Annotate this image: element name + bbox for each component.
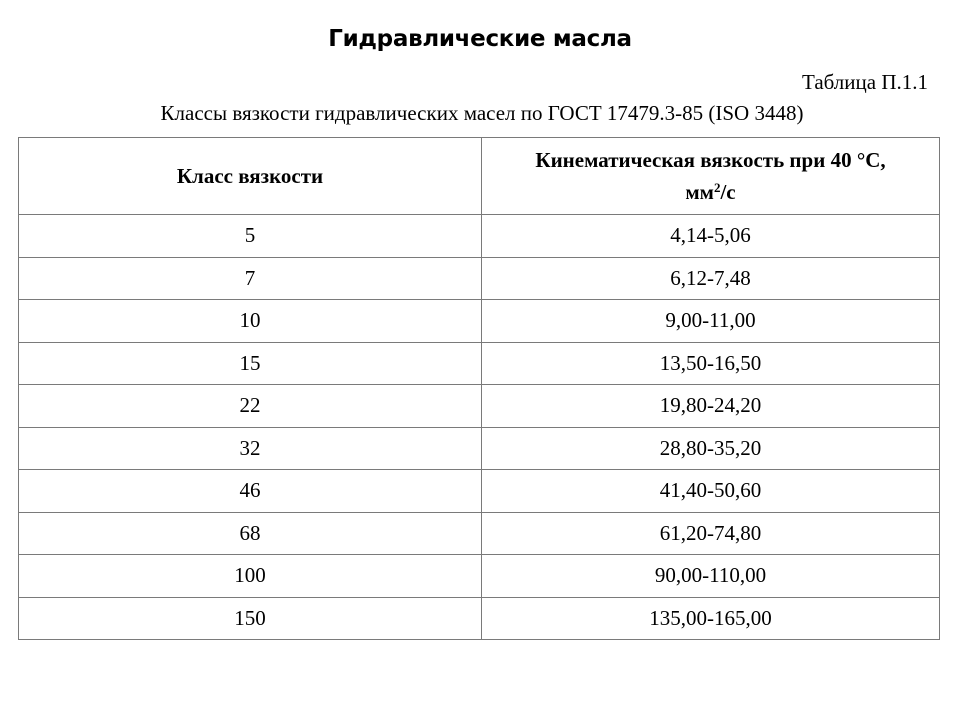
cell-class: 10 (19, 300, 482, 343)
header-viscosity-label: Кинематическая вязкость при 40 °С, (535, 148, 886, 172)
cell-class: 22 (19, 385, 482, 428)
cell-viscosity: 19,80-24,20 (482, 385, 940, 428)
cell-class: 46 (19, 470, 482, 513)
table-row (19, 385, 940, 428)
cell-class: 15 (19, 342, 482, 385)
header-kinematic-viscosity (482, 138, 940, 215)
table-row (19, 342, 940, 385)
cell-viscosity: 9,00-11,00 (482, 300, 940, 343)
cell-viscosity: 13,50-16,50 (482, 342, 940, 385)
unit-tail: /с (720, 180, 736, 204)
table-row (19, 300, 940, 343)
table-row (19, 215, 940, 258)
cell-class: 100 (19, 555, 482, 598)
unit-base: мм (685, 180, 714, 204)
table-row (19, 427, 940, 470)
cell-viscosity: 41,40-50,60 (482, 470, 940, 513)
cell-class: 7 (19, 257, 482, 300)
cell-class: 150 (19, 597, 482, 640)
cell-viscosity: 28,80-35,20 (482, 427, 940, 470)
page-title: Гидравлические масла (328, 26, 632, 52)
table-header-row (19, 138, 940, 215)
viscosity-classes-table (18, 137, 940, 640)
table-row (19, 470, 940, 513)
table-row (19, 555, 940, 598)
cell-class: 5 (19, 215, 482, 258)
cell-viscosity: 90,00-110,00 (482, 555, 940, 598)
cell-viscosity: 4,14-5,06 (482, 215, 940, 258)
cell-viscosity: 6,12-7,48 (482, 257, 940, 300)
header-viscosity-unit (685, 180, 735, 204)
table-row (19, 257, 940, 300)
table-row (19, 512, 940, 555)
table-caption: Классы вязкости гидравлических масел по ГОСТ 17479.3-85 (ISO 3448) (160, 101, 804, 125)
cell-class: 68 (19, 512, 482, 555)
cell-viscosity: 61,20-74,80 (482, 512, 940, 555)
cell-viscosity: 135,00-165,00 (482, 597, 940, 640)
table-row (19, 597, 940, 640)
unit-superscript: 2 (713, 180, 721, 195)
table-number: Таблица П.1.1 (802, 70, 928, 94)
header-viscosity-class: Класс вязкости (19, 138, 482, 215)
cell-class: 32 (19, 427, 482, 470)
